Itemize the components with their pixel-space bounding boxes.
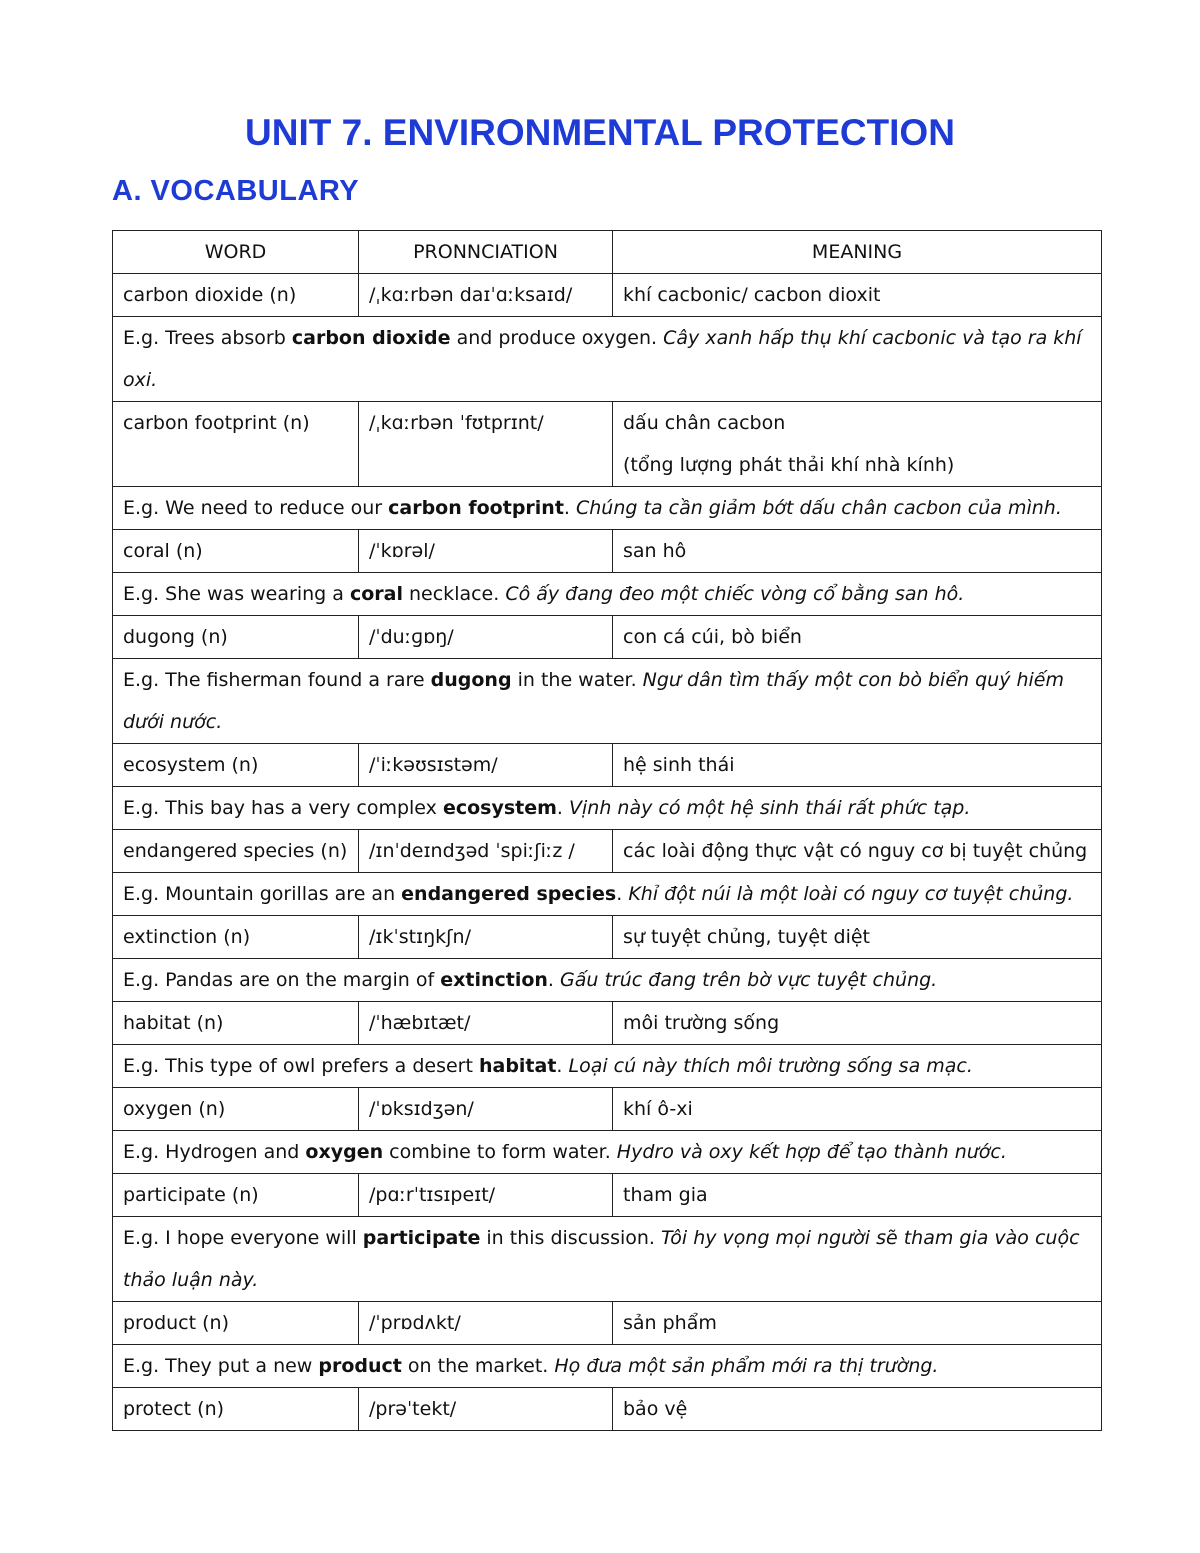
meaning-cell: môi trường sống <box>613 1002 1102 1045</box>
vocab-row <box>113 1002 1102 1045</box>
meaning-cell: hệ sinh thái <box>613 744 1102 787</box>
example-translation: Ngư dân tìm thấy một con bò biển quý hiếm dưới nước. <box>123 669 1065 733</box>
vocab-row <box>113 402 1102 487</box>
word-cell: dugong (n) <box>113 616 359 659</box>
example-text: E.g. This bay has a very complex <box>123 797 443 819</box>
example-text: . <box>556 797 570 819</box>
example-cell <box>113 959 1102 1002</box>
meaning-cell: khí cacbonic/ cacbon dioxit <box>613 274 1102 317</box>
example-keyword: dugong <box>430 669 512 691</box>
vocab-row <box>113 744 1102 787</box>
word-cell: habitat (n) <box>113 1002 359 1045</box>
example-text: E.g. Pandas are on the margin of <box>123 969 441 991</box>
meaning-cell: bảo vệ <box>613 1388 1102 1431</box>
meaning-cell: sản phẩm <box>613 1302 1102 1345</box>
example-row <box>113 787 1102 830</box>
ipa-cell: /ˈɒksɪdʒən/ <box>359 1088 613 1131</box>
meaning-cell: sự tuyệt chủng, tuyệt diệt <box>613 916 1102 959</box>
example-row <box>113 659 1102 744</box>
example-keyword: ecosystem <box>442 797 557 819</box>
ipa-cell: /ˌkɑːrbən daɪˈɑːksaɪd/ <box>359 274 613 317</box>
example-text: on the market. <box>401 1355 555 1377</box>
example-row <box>113 959 1102 1002</box>
example-translation: Loại cú này thích môi trường sống sa mạc. <box>568 1055 973 1077</box>
ipa-cell: /ɪnˈdeɪndʒəd ˈspiːʃiːz / <box>359 830 613 873</box>
example-text: . <box>616 883 629 905</box>
example-cell <box>113 317 1102 402</box>
ipa-cell: /prəˈtekt/ <box>359 1388 613 1431</box>
example-translation: Khỉ đột núi là một loài có nguy cơ tuyệt chủng. <box>628 883 1074 905</box>
ipa-cell: /pɑːrˈtɪsɪpeɪt/ <box>359 1174 613 1217</box>
example-text: E.g. She was wearing a <box>123 583 350 605</box>
example-keyword: endangered species <box>401 883 617 905</box>
word-cell: coral (n) <box>113 530 359 573</box>
example-text: E.g. I hope everyone will <box>123 1227 363 1249</box>
example-text: E.g. We need to reduce our <box>123 497 389 519</box>
example-cell <box>113 487 1102 530</box>
header-pronunciation: PRONNCIATION <box>359 231 613 274</box>
meaning-cell: con cá cúi, bò biển <box>613 616 1102 659</box>
meaning-cell: các loài động thực vật có nguy cơ bị tuyệt chủng <box>613 830 1102 873</box>
example-translation: Hydro và oxy kết hợp để tạo thành nước. <box>616 1141 1007 1163</box>
ipa-cell: /ˈkɒrəl/ <box>359 530 613 573</box>
word-cell: participate (n) <box>113 1174 359 1217</box>
word-cell: protect (n) <box>113 1388 359 1431</box>
example-text: E.g. Mountain gorillas are an <box>123 883 402 905</box>
header-word: WORD <box>113 231 359 274</box>
meaning-cell: khí ô-xi <box>613 1088 1102 1131</box>
word-cell: extinction (n) <box>113 916 359 959</box>
example-translation: Cây xanh hấp thụ khí cacbonic và tạo ra khí oxi. <box>123 327 1082 391</box>
ipa-cell: /ɪkˈstɪŋkʃn/ <box>359 916 613 959</box>
ipa-cell: /ˈduːɡɒŋ/ <box>359 616 613 659</box>
word-cell: carbon footprint (n) <box>113 402 359 487</box>
ipa-cell: /ˌkɑːrbən ˈfʊtprɪnt/ <box>359 402 613 487</box>
ipa-cell: /ˈhæbɪtæt/ <box>359 1002 613 1045</box>
meaning-cell: san hô <box>613 530 1102 573</box>
example-translation: Tôi hy vọng mọi người sẽ tham gia vào cuộc thảo luận này. <box>123 1227 1080 1291</box>
example-cell <box>113 1131 1102 1174</box>
example-text: E.g. The fisherman found a rare <box>123 669 431 691</box>
example-translation: Vịnh này có một hệ sinh thái rất phức tạp. <box>569 797 971 819</box>
example-keyword: oxygen <box>305 1141 384 1163</box>
example-row <box>113 317 1102 402</box>
table-header-row <box>113 231 1102 274</box>
example-text: combine to form water. <box>383 1141 617 1163</box>
example-keyword: carbon footprint <box>388 497 564 519</box>
example-translation: Chúng ta cần giảm bớt dấu chân cacbon của mình. <box>576 497 1062 519</box>
page-title: UNIT 7. ENVIRONMENTAL PROTECTION <box>245 112 955 153</box>
vocab-row <box>113 830 1102 873</box>
example-keyword: coral <box>349 583 403 605</box>
meaning-line: dấu chân cacbon <box>623 412 786 434</box>
example-row <box>113 1345 1102 1388</box>
example-cell <box>113 573 1102 616</box>
vocabulary-table <box>112 230 1102 1431</box>
vocab-row <box>113 616 1102 659</box>
example-text: E.g. Trees absorb <box>123 327 292 349</box>
example-cell <box>113 1045 1102 1088</box>
example-row <box>113 873 1102 916</box>
word-cell: oxygen (n) <box>113 1088 359 1131</box>
meaning-note: (tổng lượng phát thải khí nhà kính) <box>623 454 955 476</box>
example-text: necklace. <box>402 583 506 605</box>
vocab-row <box>113 1388 1102 1431</box>
header-meaning: MEANING <box>613 231 1102 274</box>
vocab-row <box>113 530 1102 573</box>
example-text: and produce oxygen. <box>450 327 664 349</box>
example-keyword: extinction <box>440 969 548 991</box>
ipa-cell: /ˈiːkəʊsɪstəm/ <box>359 744 613 787</box>
example-cell <box>113 1345 1102 1388</box>
example-text: . <box>563 497 576 519</box>
word-cell: carbon dioxide (n) <box>113 274 359 317</box>
example-keyword: habitat <box>478 1055 557 1077</box>
example-text: . <box>547 969 561 991</box>
word-cell: product (n) <box>113 1302 359 1345</box>
ipa-cell: /ˈprɒdʌkt/ <box>359 1302 613 1345</box>
meaning-cell: tham gia <box>613 1174 1102 1217</box>
example-text: in the water. <box>511 669 643 691</box>
example-text: in this discussion. <box>480 1227 662 1249</box>
example-text: . <box>556 1055 569 1077</box>
vocab-row <box>113 274 1102 317</box>
word-cell: endangered species (n) <box>113 830 359 873</box>
example-keyword: carbon dioxide <box>291 327 451 349</box>
example-text: E.g. They put a new <box>123 1355 319 1377</box>
example-keyword: product <box>318 1355 402 1377</box>
example-text: E.g. Hydrogen and <box>123 1141 306 1163</box>
vocab-row <box>113 916 1102 959</box>
meaning-cell <box>613 402 1102 487</box>
example-row <box>113 573 1102 616</box>
example-row <box>113 1045 1102 1088</box>
example-translation: Cô ấy đang đeo một chiếc vòng cổ bằng san hô. <box>505 583 965 605</box>
vocab-row <box>113 1174 1102 1217</box>
word-cell: ecosystem (n) <box>113 744 359 787</box>
example-translation: Gấu trúc đang trên bờ vực tuyệt chủng. <box>560 969 938 991</box>
example-cell <box>113 787 1102 830</box>
example-row <box>113 1217 1102 1302</box>
vocab-row <box>113 1088 1102 1131</box>
example-row <box>113 1131 1102 1174</box>
example-translation: Họ đưa một sản phẩm mới ra thị trường. <box>554 1355 939 1377</box>
example-row <box>113 487 1102 530</box>
example-text: E.g. This type of owl prefers a desert <box>123 1055 479 1077</box>
example-cell <box>113 1217 1102 1302</box>
vocab-row <box>113 1302 1102 1345</box>
example-cell <box>113 873 1102 916</box>
section-heading: A. VOCABULARY <box>112 175 360 207</box>
example-keyword: participate <box>362 1227 481 1249</box>
example-cell <box>113 659 1102 744</box>
